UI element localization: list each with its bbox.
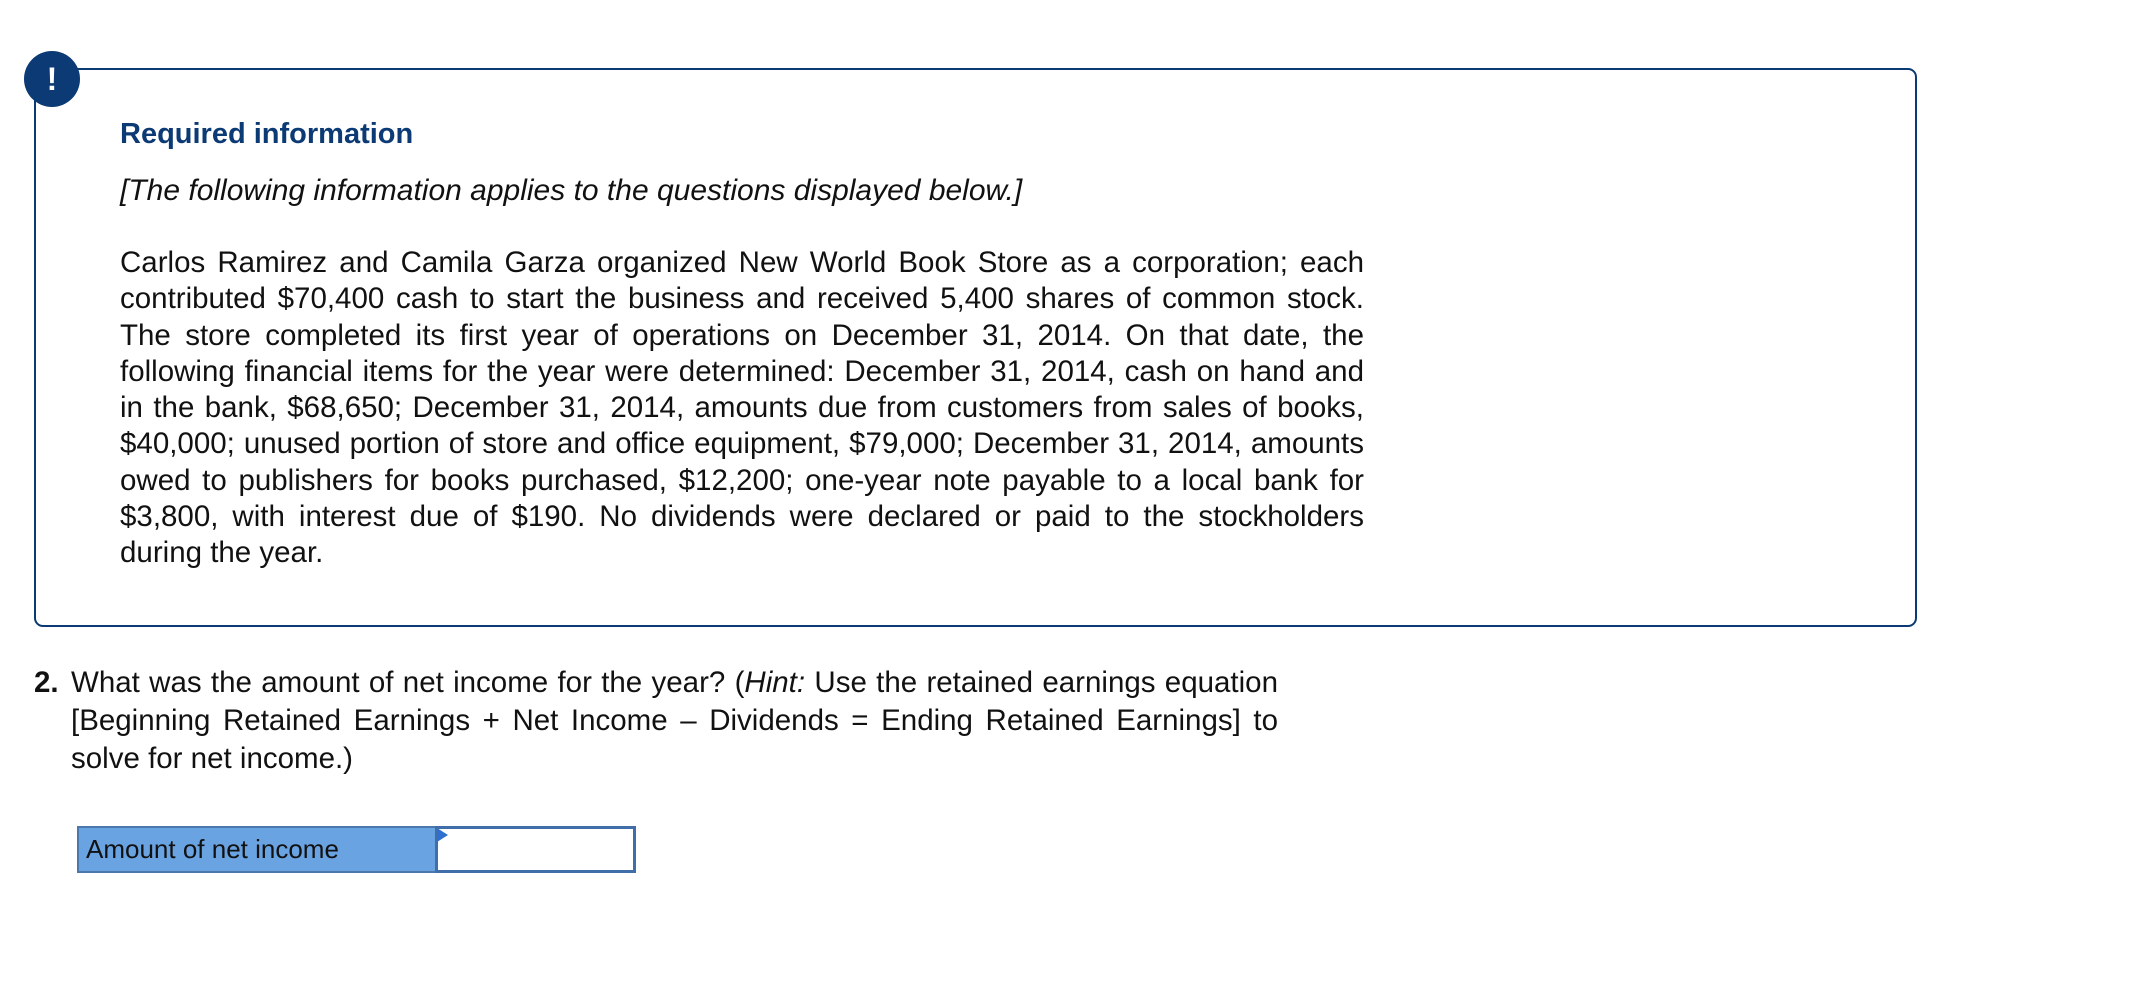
question-text-end: Use the retained earnings equation [Beginning Retained Earnings + Net Income – Dividends = Ending Retained Earnings] to solve for net income.) bbox=[71, 666, 1278, 775]
question-text bbox=[71, 664, 1278, 778]
answer-row bbox=[77, 826, 636, 873]
alert-icon bbox=[24, 51, 80, 107]
question-2 bbox=[34, 664, 1278, 778]
cell-marker-icon bbox=[437, 828, 448, 842]
hint-label: Hint: bbox=[744, 666, 806, 699]
info-body: Carlos Ramirez and Camila Garza organized New World Book Store as a corporation; each contributed $70,400 cash to start the business and received 5,400 shares of common stock. The store completed its first year of operations on December 31, 2014. On that date, the following financial items for the year were determined: December 31, 2014, cash on hand and in the bank, $68,650; December 31, 2014, amounts due from customers from sales of books, $40,000; unused portion of store and office equipment, $79,000; December 31, 2014, amounts owed to publishers for books purchased, $12,200; one-year note payable to a local bank for $3,800, with interest due of $190. No dividends were declared or paid to the stockholders during the year. bbox=[120, 246, 1364, 570]
answer-label: Amount of net income bbox=[77, 826, 435, 873]
answer-cell[interactable] bbox=[435, 826, 636, 873]
exclamation-icon: ! bbox=[46, 60, 58, 97]
question-text-start: What was the amount of net income for the year? ( bbox=[71, 666, 745, 699]
net-income-input[interactable] bbox=[438, 829, 633, 870]
info-title: Required information bbox=[120, 118, 414, 150]
question-number: 2. bbox=[34, 666, 59, 699]
info-subtitle: [The following information applies to the questions displayed below.] bbox=[120, 174, 1023, 207]
